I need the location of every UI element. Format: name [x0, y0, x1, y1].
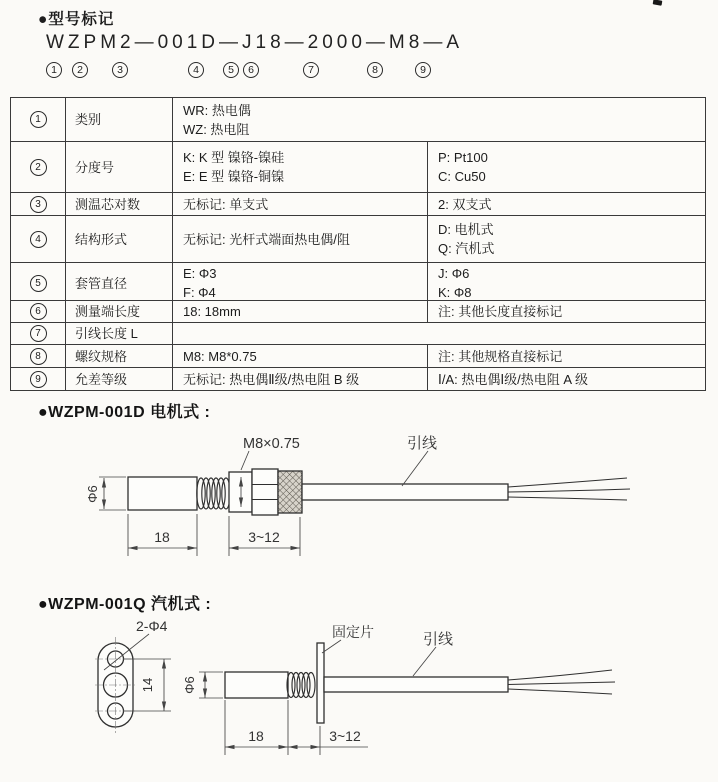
model-marker-6: 6: [243, 62, 259, 78]
fixing-plate: [317, 643, 324, 723]
model-marker-4: 4: [188, 62, 204, 78]
row-number-badge: 4: [30, 231, 47, 248]
row-number-badge: 6: [30, 303, 47, 320]
row-number-cell: [11, 345, 66, 367]
lead-label: 引线: [407, 435, 438, 452]
cell-line: E: Φ3: [183, 266, 217, 281]
row-label: 引线长度 L: [66, 323, 173, 344]
cell-line: 无标记: 热电偶Ⅱ级/热电阻 B 级: [183, 371, 360, 387]
row-value-cell: [428, 142, 705, 192]
row-number-cell: [11, 263, 66, 303]
cell-line: J: Φ6: [438, 266, 470, 281]
lead-leader-line: [402, 451, 428, 486]
cell-line: P: Pt100: [438, 150, 488, 165]
row-label: 螺纹规格: [66, 345, 173, 367]
model-marker-9: 9: [415, 62, 431, 78]
model-marker-2: 2: [72, 62, 88, 78]
lead-wires: [508, 478, 630, 500]
table-row: [11, 216, 705, 263]
model-marker-1: 1: [46, 62, 62, 78]
row-value-cell: [428, 216, 705, 262]
row-number-badge: 8: [30, 348, 47, 365]
model-marker-5: 5: [223, 62, 239, 78]
cell-line: WR: 热电偶: [183, 102, 251, 118]
row-number-cell: [11, 216, 66, 262]
model-code: WZPM2—001D—J18—2000—M8—A: [46, 32, 463, 53]
lead-label: 引线: [423, 631, 454, 648]
cell-line: C: Cu50: [438, 169, 486, 184]
row-value-cell: [173, 98, 705, 141]
cell-line: K: Φ8: [438, 285, 472, 300]
row-number-cell: [11, 323, 66, 344]
row-value-cell: [173, 323, 705, 344]
table-row: [11, 323, 705, 345]
row-label: 套管直径: [66, 263, 173, 303]
cell-line: 2: 双支式: [438, 196, 492, 212]
row-value-cell: [173, 345, 428, 367]
plate-label: 固定片: [332, 624, 374, 640]
cell-line: E: E 型 镍铬-铜镍: [183, 169, 285, 184]
row-label: 结构形式: [66, 216, 173, 262]
cell-line: 注: 其他长度直接标记: [438, 304, 563, 319]
model-marker-3: 3: [112, 62, 128, 78]
probe-tip-body: [128, 477, 197, 510]
row-number-cell: [11, 142, 66, 192]
table-row: [11, 301, 705, 323]
row-number-badge: 9: [30, 371, 47, 388]
cell-line: M8: M8*0.75: [183, 348, 257, 364]
plate-leader-line: [322, 640, 341, 653]
lead-cable: [324, 677, 508, 692]
row-value-cell: [428, 301, 705, 322]
cell-line: WZ: 热电阻: [183, 121, 250, 137]
dim-tip-label: 18: [248, 728, 264, 744]
table-row: [11, 263, 705, 301]
dim-mount-label: 3~12: [248, 529, 280, 545]
table-row: [11, 142, 705, 193]
dim-holes-label: 14: [140, 677, 155, 693]
dim-tip-label: 18: [154, 529, 170, 545]
diagram-wzpm-001d: [80, 420, 650, 580]
row-value-cell: [173, 301, 428, 322]
knurl-sleeve: [278, 471, 302, 513]
cell-line: F: Φ4: [183, 285, 216, 300]
hex-nut: [252, 469, 278, 515]
spring-section: [197, 478, 230, 509]
row-number-cell: [11, 368, 66, 390]
table-row: [11, 98, 705, 142]
thread-leader-line: [241, 451, 249, 470]
row-number-cell: [11, 98, 66, 141]
row-value-cell: [428, 263, 705, 303]
diagram-wzpm-001q: [80, 612, 650, 772]
row-number-cell: [11, 301, 66, 322]
model-marker-8: 8: [367, 62, 383, 78]
row-value-cell: [428, 345, 705, 367]
row-value-cell: [173, 216, 428, 262]
dia-label: Φ6: [85, 485, 100, 503]
row-value-cell: [173, 193, 428, 215]
table-row: [11, 368, 705, 390]
thread-label: M8×0.75: [243, 436, 300, 452]
row-value-cell: [428, 368, 705, 390]
row-label: 分度号: [66, 142, 173, 192]
model-marker-7: 7: [303, 62, 319, 78]
spec-table: [10, 97, 706, 391]
diagram1-title: ●WZPM-001D 电机式 :: [38, 404, 211, 421]
cell-line: 注: 其他规格直接标记: [438, 348, 563, 364]
scan-ink-mark: [653, 0, 663, 6]
row-number-badge: 3: [30, 196, 47, 213]
table-row: [11, 193, 705, 216]
dim-mount-label: 3~12: [329, 728, 361, 744]
row-label: 允差等级: [66, 368, 173, 390]
cell-line: 无标记: 单支式: [183, 196, 269, 212]
cell-line: 无标记: 光杆式端面热电偶/阻: [183, 231, 350, 247]
diagram2-title: ●WZPM-001Q 汽机式 :: [38, 596, 212, 613]
table-row: [11, 345, 705, 368]
cell-line: K: K 型 镍铬-镍硅: [183, 150, 285, 165]
row-number-cell: [11, 193, 66, 215]
row-label: 测量端长度: [66, 301, 173, 322]
cell-line: 18: 18mm: [183, 304, 241, 319]
lead-wires: [508, 670, 615, 694]
row-number-badge: 7: [30, 325, 47, 342]
row-number-badge: 2: [30, 159, 47, 176]
row-value-cell: [173, 263, 428, 303]
row-label: 测温芯对数: [66, 193, 173, 215]
row-number-badge: 1: [30, 111, 47, 128]
page-title: ●型号标记: [38, 11, 115, 28]
cell-line: Ⅰ/A: 热电偶Ⅰ级/热电阻 A 级: [438, 371, 588, 387]
cell-line: Q: 汽机式: [438, 241, 495, 256]
row-value-cell: [428, 193, 705, 215]
row-value-cell: [173, 142, 428, 192]
probe-tip-body: [225, 672, 288, 698]
row-number-badge: 5: [30, 275, 47, 292]
lead-cable: [302, 484, 508, 500]
spring-section: [287, 673, 315, 698]
row-value-cell: [173, 368, 428, 390]
thread-section: [229, 472, 252, 512]
holes-label: 2-Φ4: [136, 618, 168, 634]
dia-label: Φ6: [182, 676, 197, 694]
row-label: 类别: [66, 98, 173, 141]
cell-line: D: 电机式: [438, 222, 494, 237]
lead-leader-line: [413, 647, 436, 676]
